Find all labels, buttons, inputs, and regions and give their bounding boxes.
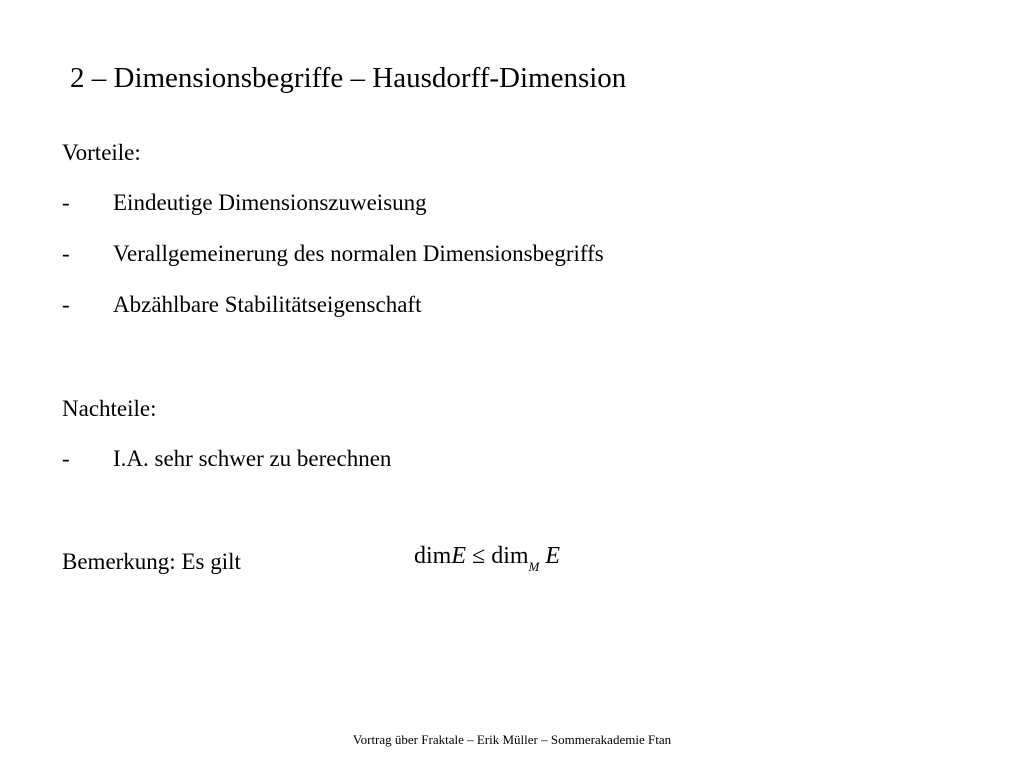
advantages-heading: Vorteile:: [62, 140, 141, 165]
advantage-item-text: Eindeutige Dimensionszuweisung: [113, 190, 427, 215]
formula-lhs-operator: dim: [414, 543, 452, 569]
disadvantages-heading: Nachteile:: [62, 396, 157, 421]
disadvantage-item-text: I.A. sehr schwer zu berechnen: [113, 446, 392, 471]
slide-title: 2 – Dimensionsbegriffe – Hausdorff-Dimension: [70, 62, 627, 94]
remark-label: Bemerkung: Es gilt: [62, 549, 241, 574]
advantage-item-text: Abzählbare Stabilitätseigenschaft: [113, 292, 422, 317]
formula-rhs-variable: E: [545, 543, 561, 569]
bullet-dash: -: [62, 446, 70, 471]
formula-rhs-subscript: M: [528, 559, 540, 574]
advantage-item-text: Verallgemeinerung des normalen Dimensionsbegriffs: [113, 241, 604, 266]
bullet-dash: -: [62, 241, 70, 266]
bullet-dash: -: [62, 190, 70, 215]
formula-rhs-operator: dim: [491, 543, 529, 569]
formula-lhs-variable: E: [451, 543, 467, 569]
bullet-dash: -: [62, 292, 70, 317]
slide-footer: Vortrag über Fraktale – Erik Müller – Sommerakademie Ftan: [352, 732, 672, 747]
dimension-inequality-formula: [414, 540, 560, 575]
formula-relation: ≤: [472, 543, 486, 569]
